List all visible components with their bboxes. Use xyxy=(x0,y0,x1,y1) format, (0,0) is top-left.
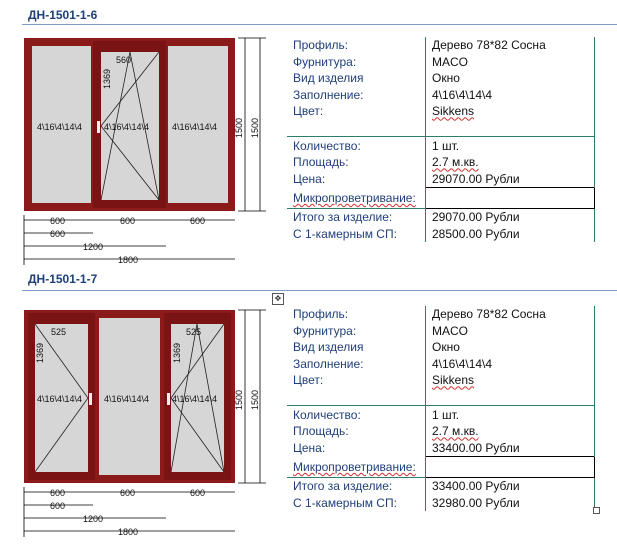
sash-width-label: 560 xyxy=(116,55,132,65)
width-1200-label: 1200 xyxy=(83,514,104,524)
pane-label: 4\16\4\14\4 xyxy=(104,122,150,132)
spec-value: 28500.00 Рубли xyxy=(426,226,595,243)
height-outer-label: 1500 xyxy=(234,389,244,410)
spec-label: Итого за изделие: xyxy=(287,478,426,495)
spec-label: Площадь: xyxy=(287,154,426,171)
spec-value: 33400.00 Рубли xyxy=(426,478,595,495)
spec-label: Фурнитура: xyxy=(287,54,426,71)
handle-icon xyxy=(97,121,100,133)
spec-label: Цвет: xyxy=(287,103,426,137)
height-outer-label: 1500 xyxy=(234,117,244,138)
spec-label: Цена: xyxy=(287,440,426,457)
spec-value: MACO xyxy=(426,323,595,340)
section-rule xyxy=(22,24,617,25)
vent-input[interactable] xyxy=(426,457,595,478)
spec-value: 4\16\4\14\4 xyxy=(426,356,595,373)
product-section-2 xyxy=(0,269,617,537)
spec-value: Дерево 78*82 Сосна xyxy=(426,37,595,54)
sash-width-label: 525 xyxy=(51,327,67,337)
width-segment-label: 600 xyxy=(190,216,206,226)
product-code: ДН-1501-1-6 xyxy=(28,8,98,22)
spec-value: 29070.00 Рубли xyxy=(426,171,595,188)
window-drawing xyxy=(20,33,275,273)
spec-label: Фурнитура: xyxy=(287,323,426,340)
spec-label: С 1-камерным СП: xyxy=(287,495,426,512)
spec-value: Окно xyxy=(426,70,595,87)
pane-label: 4\16\4\14\4 xyxy=(37,122,83,132)
spec-label: Цена: xyxy=(287,171,426,188)
width-segment-label: 600 xyxy=(190,488,206,498)
width-left-label: 600 xyxy=(50,229,66,239)
width-total-label: 1800 xyxy=(118,255,139,265)
spec-label: Профиль: xyxy=(287,306,426,323)
handle-icon xyxy=(167,393,170,405)
width-segment-label: 600 xyxy=(120,216,136,226)
width-total-label: 1800 xyxy=(118,527,139,537)
pane-label: 4\16\4\14\4 xyxy=(172,122,218,132)
spec-label: Количество: xyxy=(287,137,426,154)
spec-value: MACO xyxy=(426,54,595,71)
spec-label: Вид изделия xyxy=(287,70,426,87)
spec-label: Микропроветривание: xyxy=(293,190,416,205)
pane-label: 4\16\4\14\4 xyxy=(104,394,150,404)
spec-label: Вид изделия xyxy=(287,339,426,356)
spec-label: С 1-камерным СП: xyxy=(287,226,426,243)
table-move-handle-icon[interactable]: ✥ xyxy=(272,293,284,305)
spec-label: Количество: xyxy=(287,406,426,423)
pane-label: 4\16\4\14\4 xyxy=(37,394,83,404)
pane-label: 4\16\4\14\4 xyxy=(172,394,218,404)
spec-value: 4\16\4\14\4 xyxy=(426,87,595,104)
handle-icon xyxy=(89,393,92,405)
spec-value: Окно xyxy=(426,339,595,356)
sash-width-label: 525 xyxy=(186,327,202,337)
width-1200-label: 1200 xyxy=(83,242,104,252)
product-code: ДН-1501-1-7 xyxy=(28,272,98,286)
spec-label: Микропроветривание: xyxy=(293,459,416,474)
spec-table xyxy=(287,306,595,511)
spec-label: Площадь: xyxy=(287,423,426,440)
product-section-1 xyxy=(0,0,617,270)
width-left-label: 600 xyxy=(50,501,66,511)
spec-value: Дерево 78*82 Сосна xyxy=(426,306,595,323)
spec-value: 2.7 м.кв. xyxy=(432,424,479,439)
spec-label: Профиль: xyxy=(287,37,426,54)
section-rule xyxy=(22,290,617,291)
sash-height-label: 1369 xyxy=(35,342,45,363)
spec-value: Sikkens xyxy=(432,104,475,119)
spec-value: 1 шт. xyxy=(426,406,595,423)
height-inner-label: 1500 xyxy=(250,389,260,410)
spec-value: 2.7 м.кв. xyxy=(432,155,479,170)
spec-label: Цвет: xyxy=(287,372,426,406)
spec-label: Заполнение: xyxy=(287,87,426,104)
spec-value: 1 шт. xyxy=(426,137,595,154)
width-segment-label: 600 xyxy=(120,488,136,498)
spec-value: 33400.00 Рубли xyxy=(426,440,595,457)
vent-input[interactable] xyxy=(426,188,595,209)
height-inner-label: 1500 xyxy=(250,117,260,138)
spec-value: 32980.00 Рубли xyxy=(426,495,595,512)
spec-value: Sikkens xyxy=(432,373,475,388)
table-resize-handle-icon[interactable] xyxy=(593,507,600,514)
spec-label: Заполнение: xyxy=(287,356,426,373)
window-drawing xyxy=(20,305,275,550)
spec-label: Итого за изделие: xyxy=(287,209,426,226)
sash-height-label: 1369 xyxy=(172,342,182,363)
spec-value: 29070.00 Рубли xyxy=(426,209,595,226)
sash-height-label: 1369 xyxy=(102,68,112,89)
spec-table xyxy=(287,37,595,242)
width-segment-label: 600 xyxy=(50,488,66,498)
width-segment-label: 600 xyxy=(50,216,66,226)
